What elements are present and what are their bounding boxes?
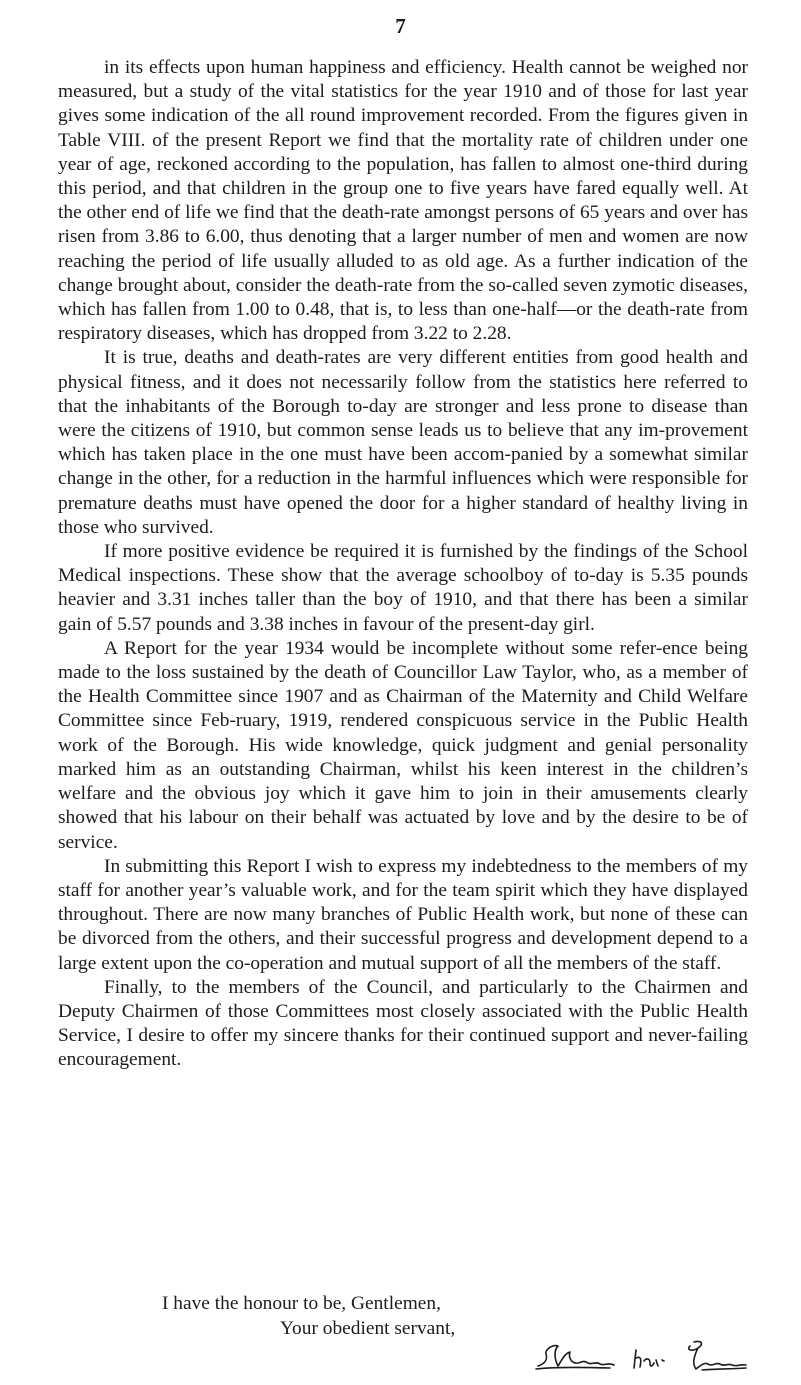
paragraph-death-rates: It is true, deaths and death-rates are very different entities from good health and physical fitness, and it does not necessarily follow from the statistics here referred to that the inhabitants of the Borough to-day are stronger and less prone to disease than were the citizens of 1910, but common sense leads us to believe that any im-provement which has taken place in the one must have been accom-panied by a somewhat similar change in the other, for a reduction in the harmful influences which were responsible for premature deaths must have opened the door for a higher standard of healthy living in those who survived. [58, 347, 748, 538]
handwritten-signature [532, 1336, 752, 1376]
paragraph-councillor-taylor: A Report for the year 1934 would be incomplete without some refer-ence being made to the loss sustained by the death of Councillor Law Taylor, who, as a member of the Health Committee since 1907 and as Chairman of the Maternity and Child Welfare Committee since Feb-ruary, 1919, rendered conspicuous service in the Public Health work of the Borough. His wide knowledge, quick judgment and genial personality marked him as an outstanding Chairman, whilst his keen interest in the children’s welfare and the obvious joy which it gave him to join in their amusements clearly showed that his labour on their behalf was actuated by love and by the desire to be of service. [58, 637, 748, 853]
paragraph-staff-thanks: In submitting this Report I wish to express my indebtedness to the members of my staff for another year’s valuable work, and for the team spirit which they have displayed throughout. There are now many branches of Public Health work, but none of these can be divorced from the others, and their successful progress and development depend to a large extent upon the co-operation and mutual support of all the members of the staff. [58, 855, 748, 974]
paragraph-school-inspections: If more positive evidence be required it is furnished by the findings of the School Medical inspections. These show that the average schoolboy of to-day is 5.35 pounds heavier and 3.31 inches taller than the boy of 1910, and that there has been a similar gain of 5.57 pounds and 3.38 inches in favour of the present-day girl. [58, 541, 748, 635]
letter-body [58, 56, 748, 1073]
closing-honour: I have the honour to be, Gentlemen, [162, 1293, 441, 1314]
page-number: 7 [395, 14, 406, 38]
signature-drawing [532, 1336, 752, 1376]
paragraph-council-thanks: Finally, to the members of the Council, and particularly to the Chairmen and Deputy Chairmen of those Committees most closely associated with the Public Health Service, I desire to offer my sincere thanks for their continued support and never-failing encouragement. [58, 976, 748, 1071]
closing-servant: Your obedient servant, [280, 1318, 456, 1339]
paragraph-vital-statistics: in its effects upon human happiness and efficiency. Health cannot be weighed nor measured, but a study of the vital statistics for the year 1910 and of those for last year gives some indication of the all round improvement recorded. From the figures given in Table VIII. of the present Report we find that the mortality rate of children under one year of age, reckoned according to the population, has fallen to almost one-third during this period, and that children in the group one to five years have fared equally well. At the other end of life we find that the death-rate amongst persons of 65 years and over has risen from 3.86 to 6.00, thus denoting that a larger number of men and women are now reaching the period of life usually alluded to as old age. As a further indication of the change brought about, consider the death-rate from the so-called seven zymotic diseases, which has fallen from 1.00 to 0.48, that is, to less than one-half—or the death-rate from respiratory diseases, which has dropped from 3.22 to 2.28. [58, 57, 748, 345]
